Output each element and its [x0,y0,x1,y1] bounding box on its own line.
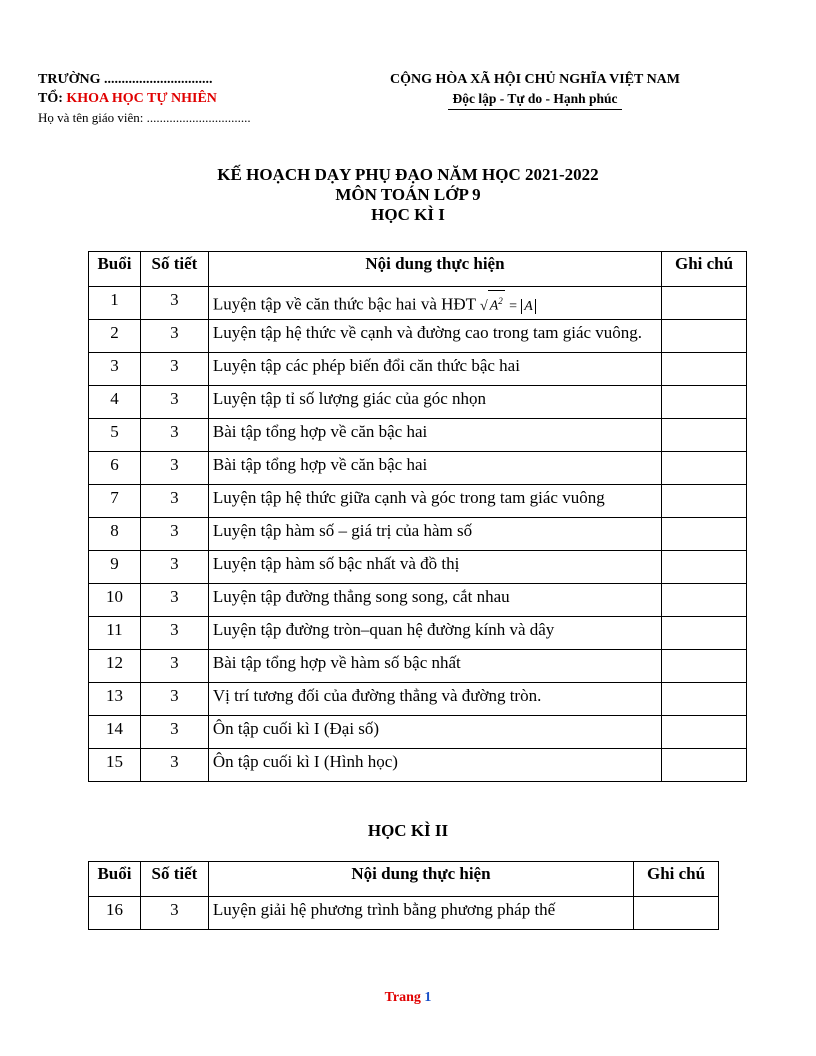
table-header-row [89,252,747,287]
formula-equals: = [508,298,518,314]
session-cell: 2 [89,320,141,353]
notes-cell [662,452,747,485]
table-row [89,716,747,749]
content-cell: Bài tập tổng hợp về căn bậc hai [208,419,661,452]
table-row [89,518,747,551]
content-cell: Luyện tập đường tròn–quan hệ đường kính và dây [208,617,661,650]
department-prefix: TỔ: [38,91,67,106]
periods-cell: 3 [140,716,208,749]
notes-cell [662,584,747,617]
col-periods-header: Số tiết [140,862,208,897]
periods-cell: 3 [140,617,208,650]
content-cell: Luyện tập về căn thức bậc hai và HĐT √ $A^2 = A$ [208,287,661,320]
national-motto: Độc lập - Tự do - Hạnh phúc [448,89,621,110]
col-content-header: Nội dung thực hiện [208,862,633,897]
table-row [89,650,747,683]
title-line-1: KẾ HOẠCH DẠY PHỤ ĐẠO NĂM HỌC 2021-2022 [217,165,599,184]
notes-cell [662,419,747,452]
session-cell: 6 [89,452,141,485]
content-cell: Vị trí tương đối của đường thẳng và đường tròn. [208,683,661,716]
table-row [89,584,747,617]
notes-cell [662,386,747,419]
content-cell: Bài tập tổng hợp về căn bậc hai [208,452,661,485]
content-cell: Ôn tập cuối kì I (Đại số) [208,716,661,749]
periods-cell: 3 [140,452,208,485]
table-row [89,386,747,419]
notes-cell [662,485,747,518]
content-cell: Luyện tập tỉ số lượng giác của góc nhọn [208,386,661,419]
session-cell: 5 [89,419,141,452]
table-row [89,749,747,782]
header-right [345,70,725,110]
notes-cell [662,287,747,320]
notes-cell [662,551,747,584]
session-cell: 15 [89,749,141,782]
table-row [89,419,747,452]
content-cell: Luyện tập hệ thức giữa cạnh và góc trong tam giác vuông [208,485,661,518]
session-cell: 8 [89,518,141,551]
col-notes-header: Ghi chú [634,862,719,897]
periods-cell: 3 [140,386,208,419]
content-cell: Luyện giải hệ phương trình bằng phương pháp thế [208,897,633,930]
page-label: Trang [384,990,425,1005]
school-label: TRƯỜNG ............................... [38,72,213,87]
session-cell: 3 [89,353,141,386]
session-cell: 13 [89,683,141,716]
session-cell: 9 [89,551,141,584]
content-cell: Luyện tập hàm số – giá trị của hàm số [208,518,661,551]
title-line-3: HỌC KÌ I [371,205,445,224]
table-row [89,551,747,584]
page-footer [0,990,816,1006]
content-cell: Ôn tập cuối kì I (Hình học) [208,749,661,782]
semester1-table [88,251,747,782]
periods-cell: 3 [140,650,208,683]
col-periods-header: Số tiết [140,252,208,287]
sqrt-formula: √ $A^2 = A$ [480,299,536,314]
periods-cell: 3 [140,419,208,452]
content-cell: Luyện tập đường thẳng song song, cắt nhau [208,584,661,617]
formula-exponent: 2 [498,296,503,306]
session-cell: 10 [89,584,141,617]
table-row [89,320,747,353]
session-cell: 7 [89,485,141,518]
table-row [89,287,747,320]
periods-cell: 3 [140,485,208,518]
table-row [89,897,719,930]
periods-cell: 3 [140,320,208,353]
semester2-table [88,861,719,930]
session-cell: 14 [89,716,141,749]
notes-cell [662,650,747,683]
session-cell: 16 [89,897,141,930]
periods-cell: 3 [140,683,208,716]
title-line-2: MÔN TOÁN LỚP 9 [335,185,481,204]
content-cell: Luyện tập hàm số bậc nhất và đồ thị [208,551,661,584]
content-cell: Luyện tập các phép biến đổi căn thức bậc hai [208,353,661,386]
table-row [89,452,747,485]
table-row [89,485,747,518]
notes-cell [662,518,747,551]
notes-cell [662,353,747,386]
department-line [38,89,251,108]
notes-cell [662,749,747,782]
col-content-header: Nội dung thực hiện [208,252,661,287]
content-cell: Bài tập tổng hợp về hàm số bậc nhất [208,650,661,683]
notes-cell [662,716,747,749]
periods-cell: 3 [140,749,208,782]
col-notes-header: Ghi chú [662,252,747,287]
semester2-title: HỌC KÌ II [367,821,449,840]
session-cell: 11 [89,617,141,650]
teacher-label: Họ và tên giáo viên: ................................ [38,110,251,125]
document-title [0,165,816,225]
department-name: KHOA HỌC TỰ NHIÊN [66,91,217,106]
periods-cell: 3 [140,584,208,617]
session-cell: 4 [89,386,141,419]
formula-abs-var: A [524,298,533,314]
session-cell: 1 [89,287,141,320]
periods-cell: 3 [140,551,208,584]
session-cell: 12 [89,650,141,683]
table-header-row [89,862,719,897]
notes-cell [662,320,747,353]
content-cell: Luyện tập hệ thức về cạnh và đường cao trong tam giác vuông. [208,320,661,353]
country-name: CỘNG HÒA XÃ HỘI CHỦ NGHĨA VIỆT NAM [389,72,680,87]
periods-cell: 3 [140,897,208,930]
periods-cell: 3 [140,518,208,551]
table-row [89,353,747,386]
table-row [89,617,747,650]
table-row [89,683,747,716]
periods-cell: 3 [140,287,208,320]
notes-cell [662,683,747,716]
notes-cell [634,897,719,930]
col-session-header: Buổi [89,862,141,897]
col-session-header: Buổi [89,252,141,287]
periods-cell: 3 [140,353,208,386]
header-left [38,70,251,127]
formula-radicand: A [489,298,499,314]
notes-cell [662,617,747,650]
page-number: 1 [424,990,432,1005]
